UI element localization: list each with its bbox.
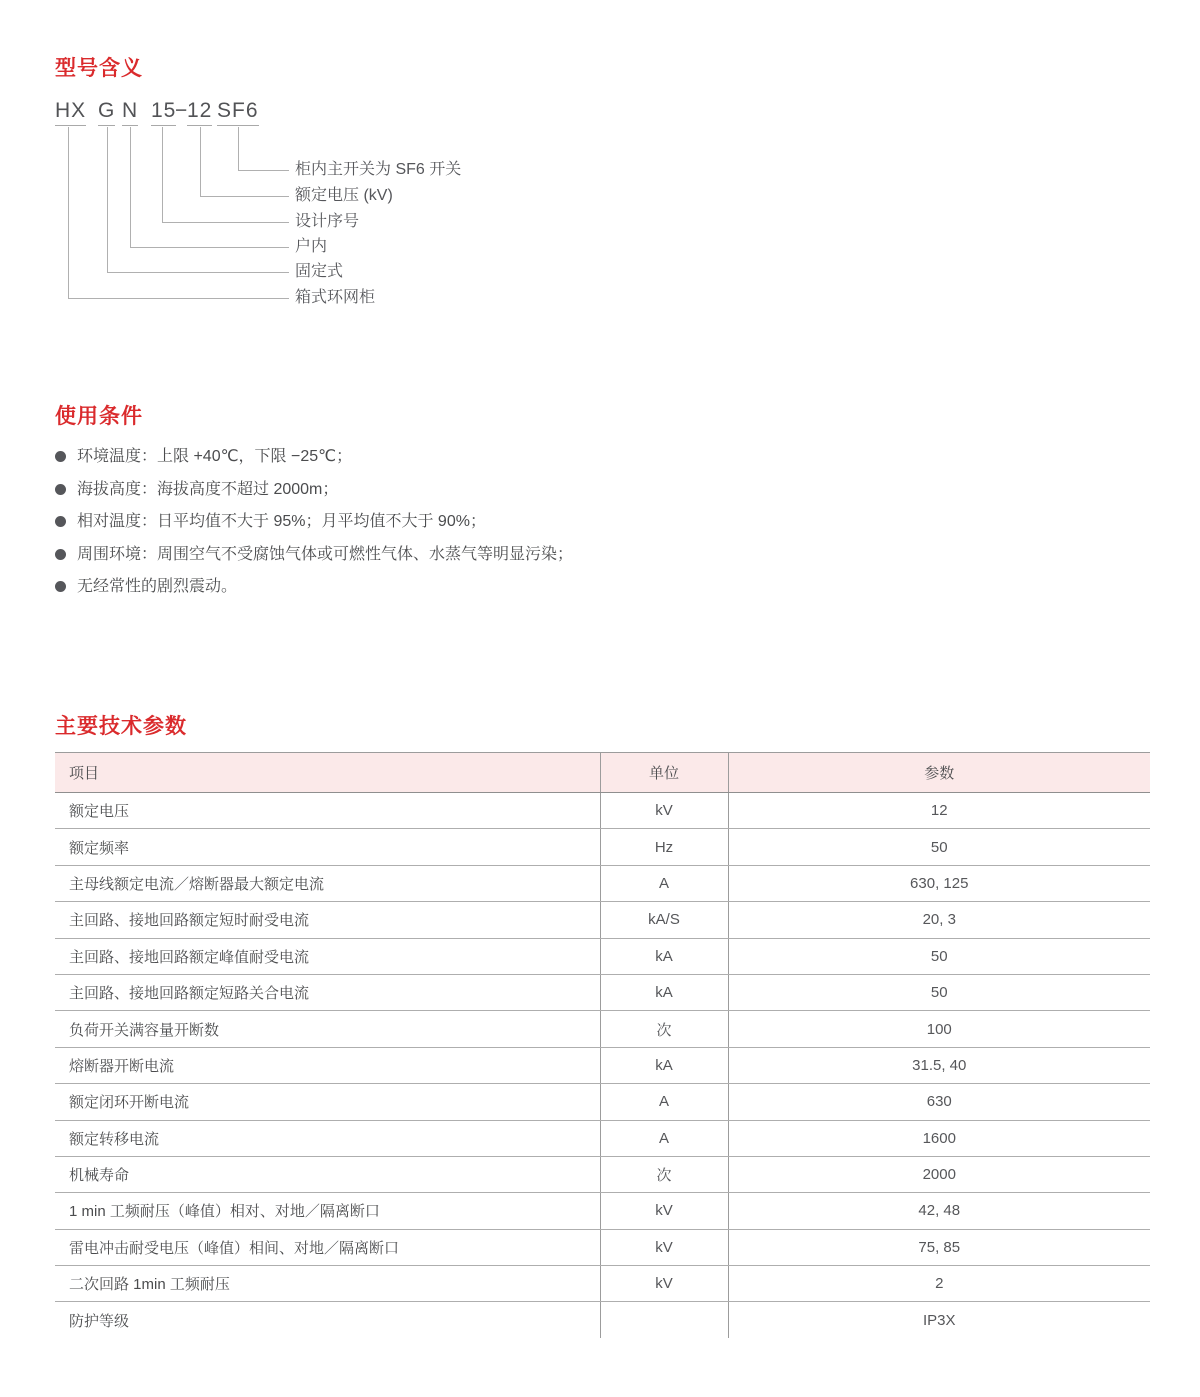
model-code-part: 12 [187, 100, 212, 126]
cell-item: 额定电压 [55, 793, 600, 829]
model-code-label: 箱式环网柜 [295, 289, 376, 306]
table-row [55, 793, 1150, 829]
cell-value: 2000 [728, 1156, 1150, 1192]
table-row [55, 1011, 1150, 1047]
cell-value: 2 [728, 1266, 1150, 1302]
cell-unit: A [600, 1084, 728, 1120]
cell-value: 42, 48 [728, 1193, 1150, 1229]
model-code-label: 额定电压 (kV) [295, 187, 393, 204]
condition-item [55, 544, 573, 577]
cell-unit: kA [600, 974, 728, 1010]
cell-value: 75, 85 [728, 1229, 1150, 1265]
params-section-title: 主要技术参数 [55, 715, 187, 738]
cell-unit: kV [600, 1193, 728, 1229]
model-code-diagram [0, 0, 1200, 340]
condition-item [55, 576, 573, 609]
cell-unit: A [600, 865, 728, 901]
cell-unit: kV [600, 793, 728, 829]
column-header-item: 项目 [55, 753, 600, 793]
model-code-label: 固定式 [295, 263, 344, 280]
conditions-section-title: 使用条件 [55, 405, 143, 428]
model-code-connector-line [68, 127, 289, 299]
condition-item [55, 446, 573, 479]
cell-unit: kA/S [600, 902, 728, 938]
cell-value: 50 [728, 829, 1150, 865]
cell-unit: kV [600, 1229, 728, 1265]
table-row [55, 829, 1150, 865]
cell-value: IP3X [922, 1311, 956, 1329]
cell-value: 630 [728, 1084, 1150, 1120]
model-code-part: 15 [151, 100, 176, 126]
condition-text: 相对温度：日平均值不大于 95%；月平均值不大于 90%； [77, 513, 486, 530]
bullet-dot-icon [55, 581, 66, 592]
cell-item: 主母线额定电流／熔断器最大额定电流 [55, 865, 600, 901]
table-row [55, 938, 1150, 974]
cell-value: 1600 [728, 1120, 1150, 1156]
table-row [55, 865, 1150, 901]
cell-value: 31.5, 40 [728, 1047, 1150, 1083]
cell-unit: 次 [600, 1156, 728, 1192]
cell-item: 二次回路 1min 工频耐压 [55, 1266, 600, 1302]
cell-item: 额定闭环开断电流 [55, 1084, 600, 1120]
condition-text: 海拔高度：海拔高度不超过 2000m； [77, 480, 339, 498]
model-code-label: 设计序号 [295, 213, 360, 230]
table-row [55, 902, 1150, 938]
params-table [55, 752, 1150, 1338]
cell-value: 100 [728, 1011, 1150, 1047]
cell-value: 12 [728, 793, 1150, 829]
cell-item: 额定频率 [55, 829, 600, 865]
condition-item [55, 479, 573, 512]
cell-unit [600, 1302, 728, 1338]
table-row [55, 1084, 1150, 1120]
cell-value: 50 [728, 938, 1150, 974]
cell-value: 50 [728, 974, 1150, 1010]
cell-item: 熔断器开断电流 [55, 1047, 600, 1083]
condition-text: 无经常性的剧烈震动。 [77, 578, 238, 595]
table-row [55, 1120, 1150, 1156]
table-row [55, 1229, 1150, 1265]
cell-unit: kA [600, 938, 728, 974]
bullet-dot-icon [55, 451, 66, 462]
cell-item: 主回路、接地回路额定短时耐受电流 [55, 902, 600, 938]
condition-text: 周围环境：周围空气不受腐蚀气体或可燃性气体、水蒸气等明显污染； [77, 545, 574, 563]
column-header-value: 参数 [728, 753, 1150, 793]
table-header-row [55, 753, 1150, 793]
table-row [55, 1156, 1150, 1192]
cell-item: 主回路、接地回路额定峰值耐受电流 [55, 938, 600, 974]
cell-item: 雷电冲击耐受电压（峰值）相间、对地／隔离断口 [55, 1229, 600, 1265]
cell-value: 630, 125 [728, 865, 1150, 901]
cell-unit: kV [600, 1266, 728, 1302]
conditions-list [55, 446, 573, 609]
bullet-dot-icon [55, 516, 66, 527]
table-row [55, 1302, 1150, 1338]
model-code-part: − [175, 99, 189, 122]
table-row [55, 1266, 1150, 1302]
model-section-title: 型号含义 [55, 57, 143, 80]
cell-unit: Hz [600, 829, 728, 865]
condition-text: 环境温度：上限 +40℃，下限 −25℃； [77, 448, 353, 465]
model-code-part: HX [55, 100, 86, 126]
cell-item: 防护等级 [69, 1312, 130, 1330]
table-row [55, 974, 1150, 1010]
cell-unit: 次 [600, 1011, 728, 1047]
cell-item: 额定转移电流 [55, 1120, 600, 1156]
cell-value: 20, 3 [728, 902, 1150, 938]
cell-unit: A [600, 1120, 728, 1156]
model-code-part: SF6 [217, 100, 259, 126]
table-row [55, 1047, 1150, 1083]
cell-item: 负荷开关满容量开断数 [55, 1011, 600, 1047]
model-code-label: 柜内主开关为 SF6 开关 [295, 161, 462, 178]
table-row [55, 1193, 1150, 1229]
model-code-part: N [122, 100, 138, 126]
condition-item [55, 511, 573, 544]
cell-item: 机械寿命 [55, 1156, 600, 1192]
bullet-dot-icon [55, 484, 66, 495]
cell-item: 主回路、接地回路额定短路关合电流 [55, 974, 600, 1010]
cell-item: 1 min 工频耐压（峰值）相对、对地／隔离断口 [55, 1193, 600, 1229]
bullet-dot-icon [55, 549, 66, 560]
model-code-label: 户内 [295, 238, 328, 255]
cell-unit: kA [600, 1047, 728, 1083]
model-code-part: G [98, 100, 115, 126]
column-header-unit: 单位 [600, 753, 728, 793]
